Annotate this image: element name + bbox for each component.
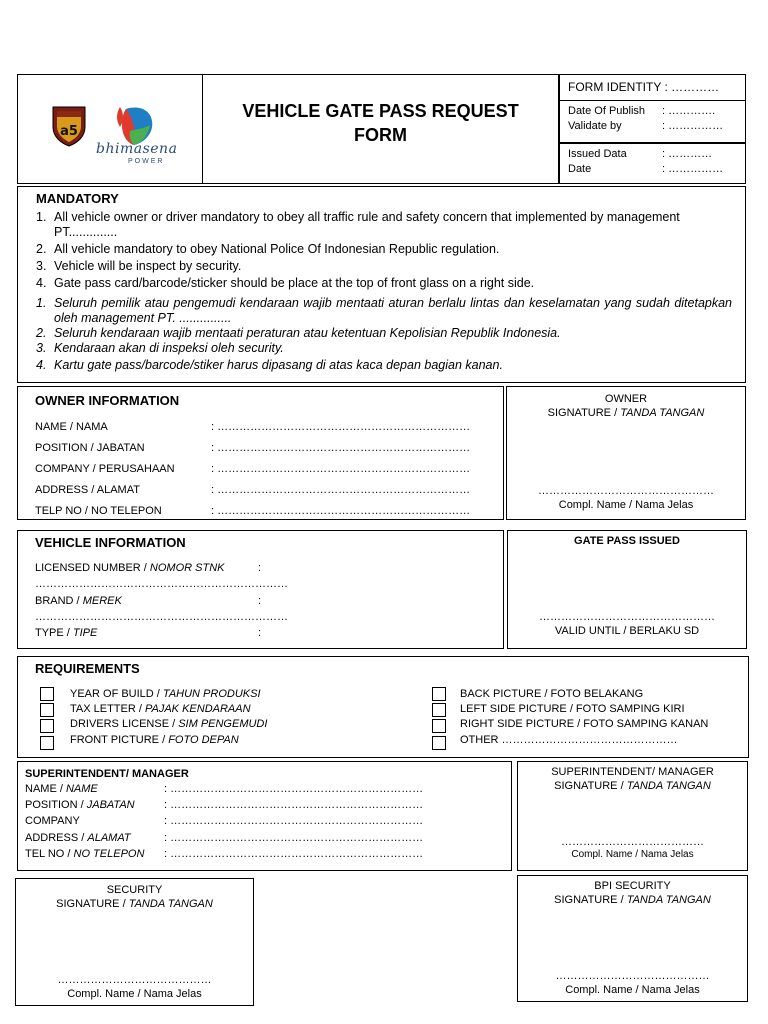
owner-name-field[interactable]: : …………………………………………………………… <box>211 421 471 433</box>
form-identity-row <box>560 75 745 101</box>
sup-position-field[interactable]: : …………………………………………………………… <box>164 799 424 811</box>
sup-company-field[interactable]: : …………………………………………………………… <box>164 815 424 827</box>
requirements-title: REQUIREMENTS <box>35 661 140 676</box>
bpi-security-signature-box <box>517 875 748 1002</box>
valid-until-caption: VALID UNTIL / BERLAKU SD <box>554 625 700 637</box>
issued-row <box>560 143 745 185</box>
validate-by-value: : …………… <box>662 120 724 132</box>
checkbox-left-side-picture[interactable] <box>432 703 446 717</box>
req-year-of-build: YEAR OF BUILD / TAHUN PRODUKSI <box>70 688 261 700</box>
list-item: 4. Gate pass card/barcode/sticker should be place at the top of front glass on a right side. <box>36 276 535 290</box>
sup-tel-label: TEL NO / NO TELEPON <box>25 848 145 860</box>
header-logo-cell <box>17 74 203 184</box>
req-left-side-picture: LEFT SIDE PICTURE / FOTO SAMPING KIRI <box>460 703 685 715</box>
bpi-security-title: BPI SECURITY <box>594 880 671 892</box>
vehicle-information-title: VEHICLE INFORMATION <box>35 535 186 550</box>
publish-row <box>560 101 745 143</box>
owner-telp-label: TELP NO / NO TELEPON <box>35 505 162 517</box>
brand-label: BRAND / MEREK <box>35 595 122 607</box>
owner-position-field[interactable]: : …………………………………………………………… <box>211 442 471 454</box>
sup-sig-caption: Compl. Name / Nama Jelas <box>571 849 694 860</box>
sup-address-field[interactable]: : …………………………………………………………… <box>164 832 424 844</box>
checkbox-drivers-license[interactable] <box>40 719 54 733</box>
owner-telp-field[interactable]: : …………………………………………………………… <box>211 505 471 517</box>
checkbox-year-of-build[interactable] <box>40 687 54 701</box>
owner-information-section <box>17 386 504 520</box>
mandatory-title: MANDATORY <box>36 191 119 206</box>
sup-name-field[interactable]: : …………………………………………………………… <box>164 783 424 795</box>
brand-field[interactable]: …………………………………………………………… <box>35 611 288 623</box>
owner-sig-title: OWNER <box>604 393 648 405</box>
gate-pass-title: GATE PASS ISSUED <box>574 535 680 547</box>
sup-signature-line[interactable]: ………………………………… <box>561 836 704 848</box>
security-signature-line[interactable]: …………………………………… <box>57 974 212 986</box>
owner-company-label: COMPANY / PERUSAHAAN <box>35 463 175 475</box>
sup-sig-title: SUPERINTENDENT/ MANAGER <box>551 766 714 778</box>
req-right-side-picture: RIGHT SIDE PICTURE / FOTO SAMPING KANAN <box>460 718 709 730</box>
mandatory-section <box>17 186 746 383</box>
sup-address-label: ADDRESS / ALAMAT <box>25 832 131 844</box>
security-caption: Compl. Name / Nama Jelas <box>67 988 202 1000</box>
bpi-caption: Compl. Name / Nama Jelas <box>565 984 700 996</box>
form-title-line2: FORM <box>354 125 407 145</box>
req-drivers-license: DRIVERS LICENSE / SIM PENGEMUDI <box>70 718 268 730</box>
requirements-section <box>17 656 749 758</box>
checkbox-right-side-picture[interactable] <box>432 719 446 733</box>
req-back-picture: BACK PICTURE / FOTO BELAKANG <box>460 688 644 700</box>
date-value: : …………… <box>662 163 724 175</box>
owner-signature-box <box>506 386 746 520</box>
valid-until-field[interactable]: ………………………………………… <box>539 611 715 623</box>
gate-pass-issued-box <box>507 530 747 649</box>
type-label: TYPE / TIPE <box>35 627 98 639</box>
sup-tel-field[interactable]: : …………………………………………………………… <box>164 848 424 860</box>
owner-sig-subtitle: SIGNATURE / TANDA TANGAN <box>547 407 705 419</box>
owner-name-label: NAME / NAMA <box>35 421 108 433</box>
licensed-number-label: LICENSED NUMBER / NOMOR STNK <box>35 562 225 574</box>
svg-text:a5: a5 <box>60 124 78 139</box>
owner-sig-caption: Compl. Name / Nama Jelas <box>558 499 694 511</box>
checkbox-other[interactable] <box>432 736 446 750</box>
req-front-picture: FRONT PICTURE / FOTO DEPAN <box>70 734 239 746</box>
power-wordmark: POWER <box>128 158 165 165</box>
mandatory-indonesian-list <box>36 296 732 373</box>
mandatory-english-list <box>36 210 726 291</box>
owner-signature-line[interactable]: ………………………………………… <box>538 485 714 497</box>
bhimasena-wordmark: bhimasena <box>96 141 178 157</box>
licensed-number-colon: : <box>258 562 262 574</box>
req-other: OTHER ………………………………………… <box>460 734 678 746</box>
list-item: 1. All vehicle owner or driver mandatory to obey all traffic rule and safety concern that implemented by management PT.............. <box>36 210 680 239</box>
sup-name-label: NAME / NAME <box>25 783 98 795</box>
owner-company-field[interactable]: : …………………………………………………………… <box>211 463 471 475</box>
date-of-publish-label: Date Of Publish <box>568 105 646 117</box>
list-item: 2. Seluruh kendaraan wajib mentaati peraturan atau ketentuan Kepolisian Republik Indonesia. <box>36 326 561 340</box>
checkbox-front-picture[interactable] <box>40 736 54 750</box>
vehicle-information-section <box>17 530 504 649</box>
bpi-security-subtitle: SIGNATURE / TANDA TANGAN <box>554 894 711 906</box>
date-of-publish-value: : …………. <box>662 105 716 117</box>
licensed-number-field[interactable]: …………………………………………………………… <box>35 578 288 590</box>
company-shield-logo <box>51 105 87 147</box>
list-item: 3. Kendaraan akan di inspeksi oleh security. <box>36 341 284 355</box>
issued-data-label: Issued Data <box>568 148 627 160</box>
superintendent-section <box>17 761 512 871</box>
sup-position-label: POSITION / JABATAN <box>25 799 135 811</box>
sup-company-label: COMPANY <box>25 815 80 827</box>
security-signature-box <box>15 878 254 1006</box>
owner-address-label: ADDRESS / ALAMAT <box>35 484 140 496</box>
list-item: 4. Kartu gate pass/barcode/stiker harus dipasang di atas kaca depan bagian kanan. <box>36 358 503 372</box>
owner-address-field[interactable]: : …………………………………………………………… <box>211 484 471 496</box>
superintendent-title: SUPERINTENDENT/ MANAGER <box>25 768 189 780</box>
type-colon: : <box>258 627 262 639</box>
owner-position-label: POSITION / JABATAN <box>35 442 145 454</box>
validate-by-label: Validate by <box>568 120 622 132</box>
issued-data-value: : ………… <box>662 148 713 160</box>
form-title-line1: VEHICLE GATE PASS REQUEST <box>242 101 519 121</box>
form-meta-cell <box>559 74 746 184</box>
security-title: SECURITY <box>106 884 163 896</box>
date-label: Date <box>568 163 592 175</box>
form-title <box>203 99 558 147</box>
owner-information-title: OWNER INFORMATION <box>35 393 180 408</box>
form-identity: FORM IDENTITY : ………… <box>568 80 720 94</box>
superintendent-signature-box <box>517 761 748 871</box>
checkbox-tax-letter[interactable] <box>40 703 54 717</box>
form-title-cell <box>202 74 559 184</box>
bpi-signature-line[interactable]: …………………………………… <box>555 970 710 982</box>
security-subtitle: SIGNATURE / TANDA TANGAN <box>56 898 213 910</box>
list-item: 1. Seluruh pemilik atau pengemudi kendaraan wajib mentaati aturan berlalu lintas dan keselamatan yang sudah ditetapkan oleh management PT. ............... <box>36 296 732 325</box>
list-item: 2. All vehicle mandatory to obey National Police Of Indonesian Republic regulation. <box>36 242 500 256</box>
brand-colon: : <box>258 595 262 607</box>
sup-sig-subtitle: SIGNATURE / TANDA TANGAN <box>554 780 711 792</box>
req-tax-letter: TAX LETTER / PAJAK KENDARAAN <box>70 703 251 715</box>
checkbox-back-picture[interactable] <box>432 687 446 701</box>
list-item: 3. Vehicle will be inspect by security. <box>36 259 242 273</box>
